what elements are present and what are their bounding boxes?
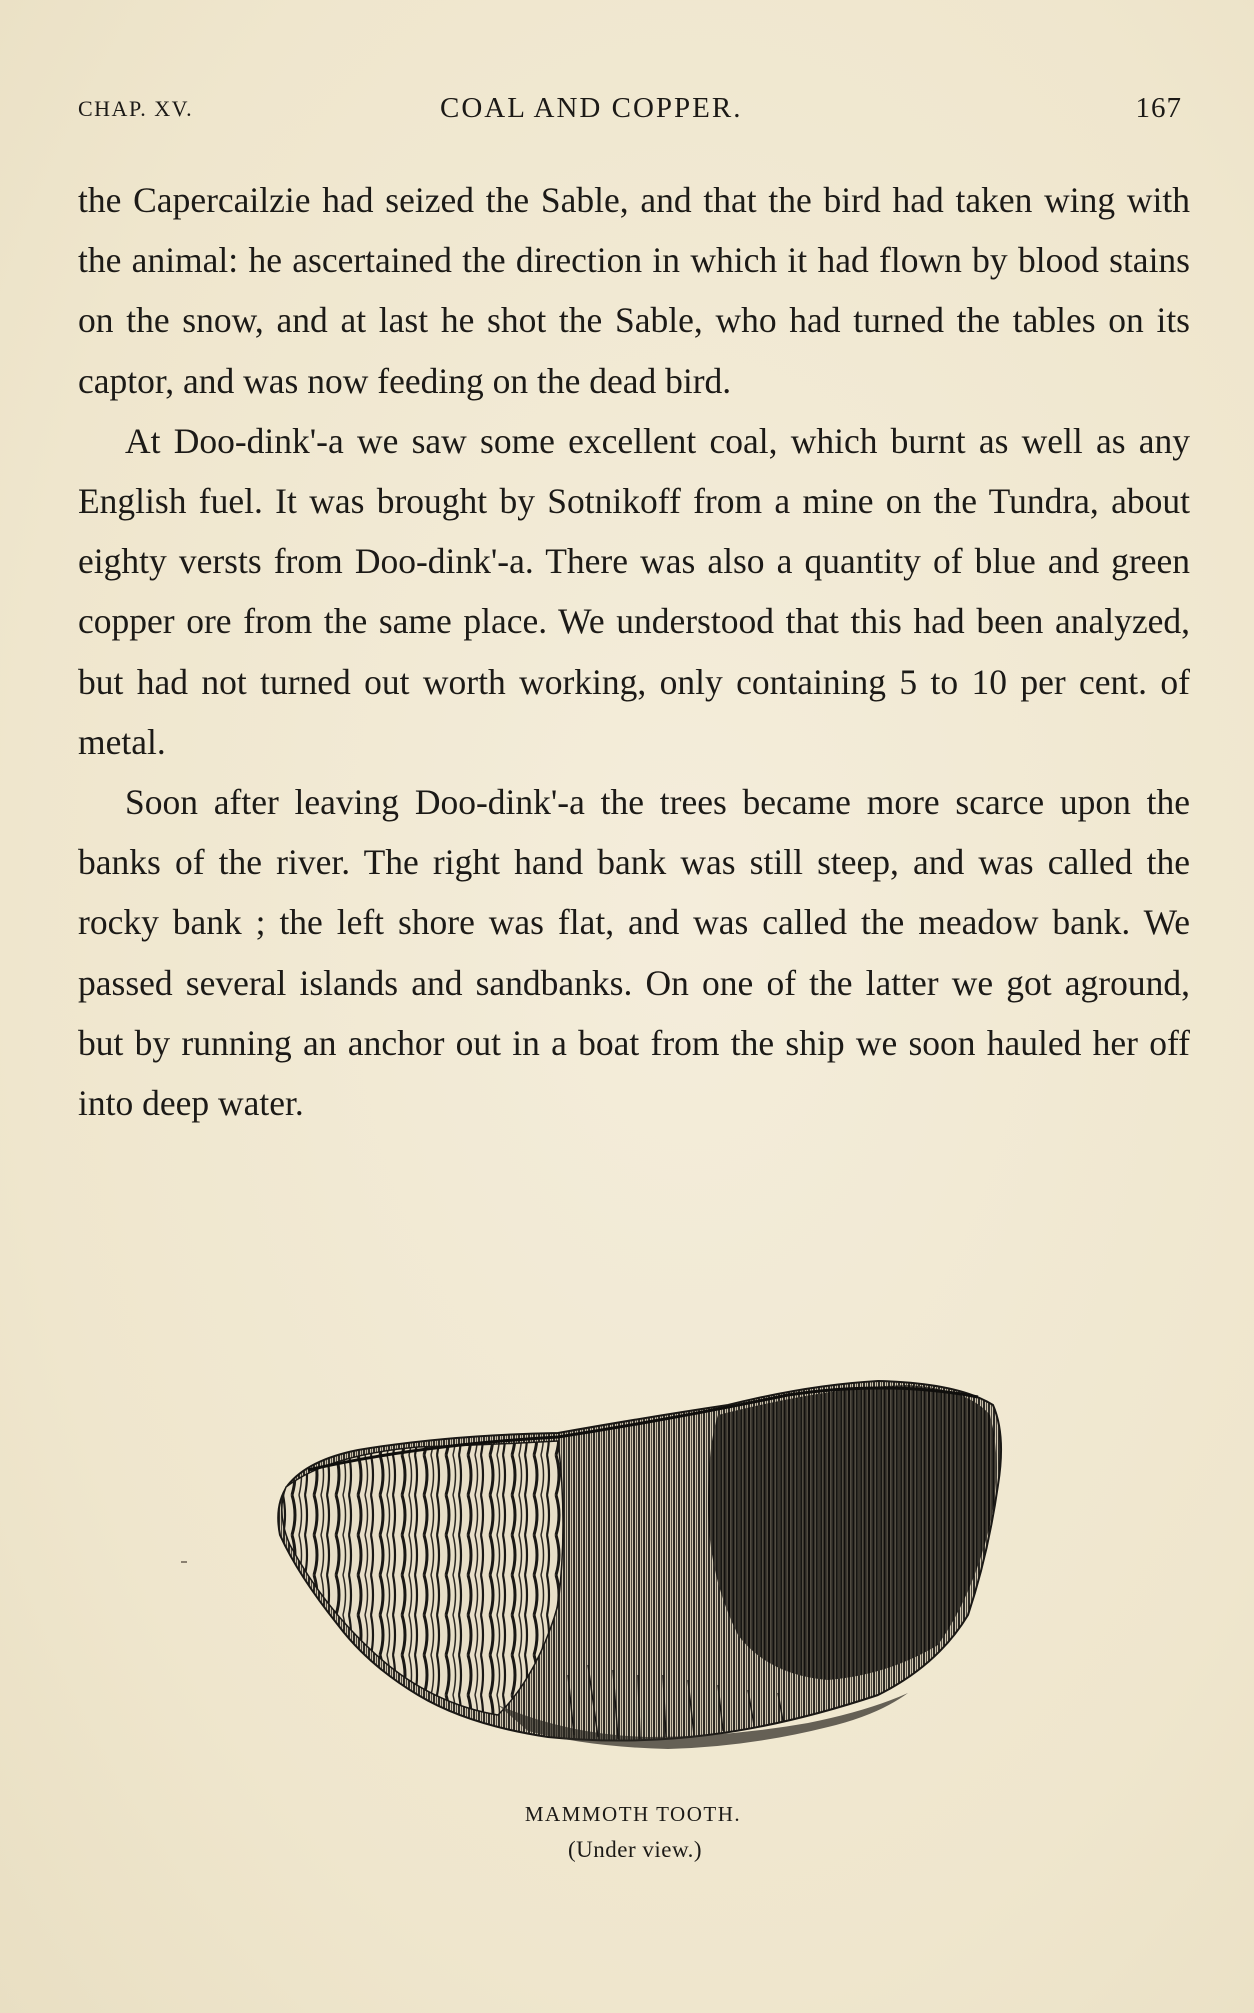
page-number: 167	[1135, 92, 1182, 124]
running-head	[78, 92, 1182, 132]
paper-speck	[181, 1561, 187, 1563]
caption-subtitle: (Under view.)	[567, 1837, 702, 1862]
paragraph-coal: At Doo-dink'-a we saw some excellent coal, which burnt as well as any English fuel. It was brought by Sotnikoff from a mine on the Tundra, about eighty versts from Doo-dink'-a. There was also a quantity of blue and green copper ore from the same place. We understood that this had been analyzed, but had not turned out worth working, only containing 5 to 10 per cent. of metal.	[78, 420, 1190, 762]
chapter-title: COAL AND COPPER.	[440, 92, 743, 124]
mammoth-tooth-engraving	[268, 1375, 1008, 1755]
mammoth-tooth-illustration	[268, 1375, 1008, 1755]
paragraph-river-banks: Soon after leaving Doo-dink'-a the trees became more scarce upon the banks of the river. The right hand bank was still steep, and was called the rocky bank ; the left shore was flat, and was called the meadow bank. We passed several islands and sandbanks. On one of the latter we got aground, but by running an anchor out in a boat from the ship we soon hauled her off into deep water.	[78, 782, 1190, 1124]
figure-caption	[0, 1802, 1254, 1863]
body-text	[78, 170, 1190, 1133]
caption-title: MAMMOTH TOOTH.	[524, 1802, 742, 1826]
chapter-label: CHAP. XV.	[78, 96, 194, 121]
paragraph-capercailzie: the Capercailzie had seized the Sable, and that the bird had taken wing with the animal: he ascertained the direction in which it had flown by blood stains on the snow, and at last he shot the Sable, who had turned the tables on its captor, and was now feeding on the dead bird.	[78, 180, 1190, 401]
